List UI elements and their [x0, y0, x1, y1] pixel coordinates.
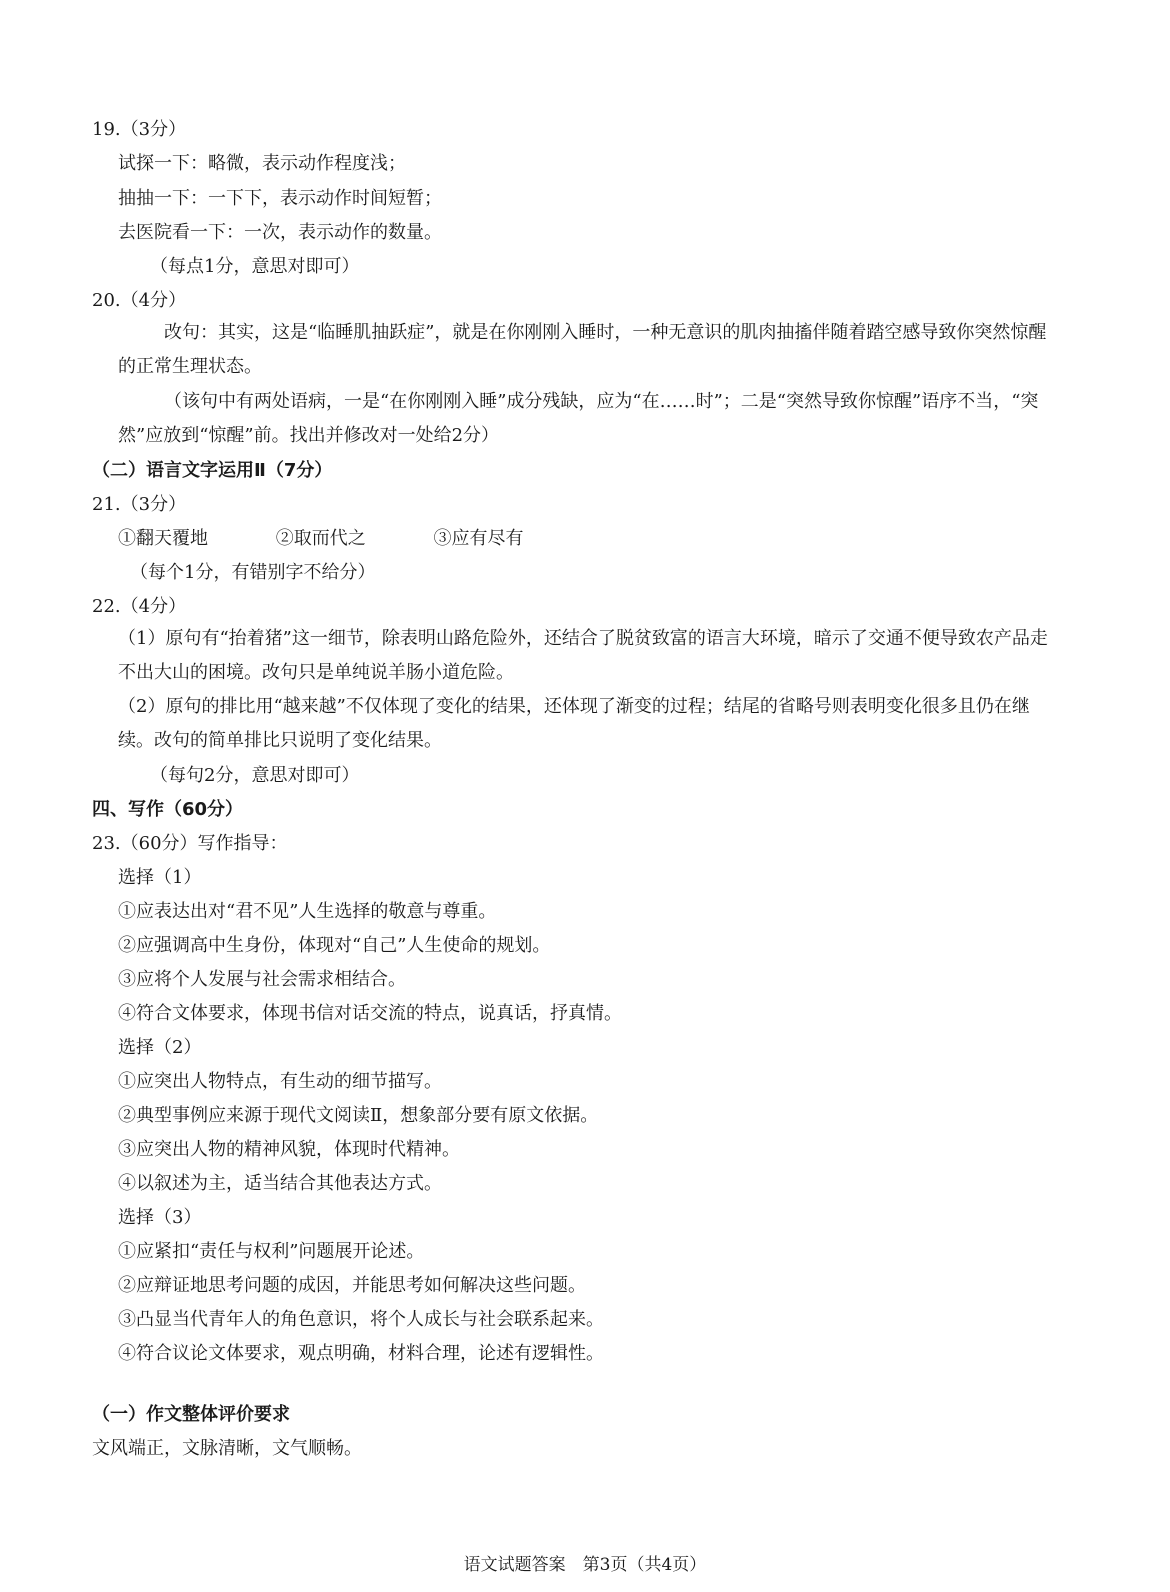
- q19-heading: 19.（3分）: [92, 119, 187, 140]
- q23-choice-3-item-2: ②应辩证地思考问题的成因，并能思考如何解决这些问题。: [118, 1275, 586, 1296]
- q23-choice-1-item-4: ④符合文体要求，体现书信对话交流的特点，说真话，抒真情。: [118, 1003, 622, 1024]
- q22-point-1: （1）原句有“抬着猪”这一细节，除表明山路危险外，还结合了脱贫致富的语言大环境，暗示了交通不便导致农产品走不出大山的困境。改句只是单纯说羊肠小道危险。: [118, 628, 1048, 683]
- q23-choice-1-label: 选择（1）: [118, 867, 202, 888]
- q22-heading: 22.（4分）: [92, 596, 187, 617]
- q23-choice-1-item-3: ③应将个人发展与社会需求相结合。: [118, 969, 406, 990]
- q23-choice-2-item-3: ③应突出人物的精神风貌，体现时代精神。: [118, 1139, 460, 1160]
- q19-line-1: 试探一下：略微，表示动作程度浅；: [118, 153, 406, 174]
- q22-note: （每句2分，意思对即可）: [150, 765, 360, 786]
- eval-text: 文风端正，文脉清晰，文气顺畅。: [92, 1438, 362, 1459]
- section-4-title: 四、写作（60分）: [92, 799, 244, 820]
- q23-choice-1-item-1: ①应表达出对“君不见”人生选择的敬意与尊重。: [118, 901, 497, 922]
- q23-choice-3-item-1: ①应紧扣“责任与权利”问题展开论述。: [118, 1241, 425, 1262]
- q21-option-1: ①翻天覆地: [118, 528, 208, 549]
- q21-note: （每个1分，有错别字不给分）: [130, 562, 376, 583]
- q20-answer: 改句：其实，这是“临睡肌抽跃症”，就是在你刚刚入睡时，一种无意识的肌肉抽搐伴随着踏空感导致你突然惊醒的正常生理状态。: [118, 322, 1047, 377]
- section-2-title: （二）语言文字运用Ⅱ（7分）: [92, 460, 333, 481]
- q19-line-3: 去医院看一下：一次，表示动作的数量。: [118, 222, 442, 243]
- q23-choice-3-label: 选择（3）: [118, 1207, 202, 1228]
- page-footer: 语文试题答案 第3页（共4页）: [463, 1555, 707, 1575]
- eval-title: （一）作文整体评价要求: [92, 1404, 290, 1425]
- q21-options: [118, 527, 585, 551]
- q22-point-2: （2）原句的排比用“越来越”不仅体现了变化的结果，还体现了渐变的过程；结尾的省略号则表明变化很多且仍在继续。改句的简单排比只说明了变化结果。: [118, 696, 1030, 751]
- q20-heading: 20.（4分）: [92, 290, 187, 311]
- q23-choice-3-item-4: ④符合议论文体要求，观点明确，材料合理，论述有逻辑性。: [118, 1343, 604, 1364]
- q23-choice-2-label: 选择（2）: [118, 1037, 202, 1058]
- q21-heading: 21.（3分）: [92, 494, 187, 515]
- q23-choice-1-item-2: ②应强调高中生身份，体现对“自己”人生使命的规划。: [118, 935, 551, 956]
- q21-option-2: ②取而代之: [275, 528, 366, 549]
- q19-note: （每点1分，意思对即可）: [150, 256, 360, 277]
- q23-choice-2-item-4: ④以叙述为主，适当结合其他表达方式。: [118, 1173, 442, 1194]
- q23-choice-3-item-3: ③凸显当代青年人的角色意识，将个人成长与社会联系起来。: [118, 1309, 604, 1330]
- q20-note: （该句中有两处语病，一是“在你刚刚入睡”成分残缺，应为“在……时”；二是“突然导致你惊醒”语序不当，“突然”应放到“惊醒”前。找出并修改对一处给2分）: [118, 391, 1039, 446]
- q19-line-2: 抽抽一下：一下下，表示动作时间短暂；: [118, 188, 442, 209]
- q23-heading: 23.（60分）写作指导：: [92, 833, 288, 854]
- q23-choice-2-item-2: ②典型事例应来源于现代文阅读Ⅱ，想象部分要有原文依据。: [118, 1105, 599, 1126]
- q21-option-3: ③应有尽有: [433, 528, 524, 549]
- q23-choice-2-item-1: ①应突出人物特点，有生动的细节描写。: [118, 1071, 442, 1092]
